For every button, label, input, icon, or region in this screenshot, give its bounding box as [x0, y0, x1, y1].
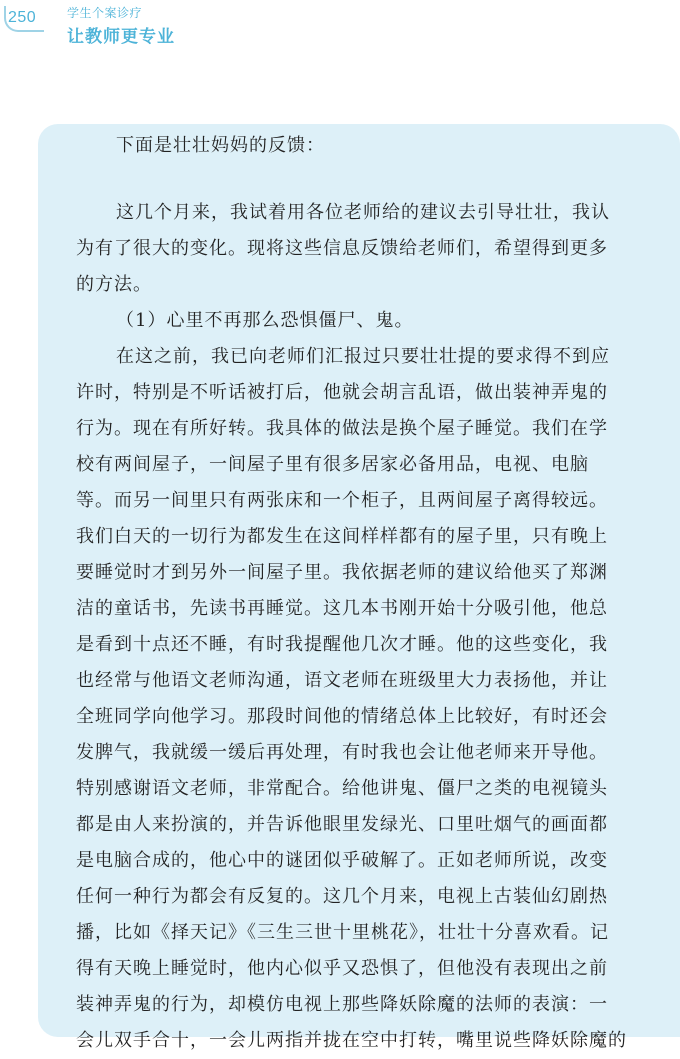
text-line: 是电脑合成的，他心中的谜团似乎破解了。正如老师所说，改变: [76, 850, 608, 871]
text-line: 装神弄鬼的行为，却模仿电视上那些降妖除魔的法师的表演：一: [76, 994, 608, 1015]
text-line: 许时，特别是不听话被打后，他就会胡言乱语，做出装神弄鬼的: [76, 382, 608, 403]
text-line: 任何一种行为都会有反复的。这几个月来，电视上古装仙幻剧热: [76, 886, 608, 907]
text-line: 发脾气，我就缓一缓后再处理，有时我也会让他老师来开导他。: [76, 742, 608, 763]
text-line: 是看到十点还不睡，有时我提醒他几次才睡。他的这些变化，我: [76, 634, 608, 655]
text-line: 等。而另一间里只有两张床和一个柜子，且两间屋子离得较远。: [76, 490, 608, 511]
feedback-text: [76, 128, 648, 1059]
page-header: [0, 0, 680, 60]
text-line: 我们白天的一切行为都发生在这间样样都有的屋子里，只有晚上: [76, 526, 608, 547]
text-line: 洁的童话书，先读书再睡觉。这几本书刚开始十分吸引他，他总: [76, 598, 608, 619]
text-line: 特别感谢语文老师，非常配合。给他讲鬼、僵尸之类的电视镜头: [76, 778, 608, 799]
paragraph-gap: [76, 164, 648, 195]
series-title: 让教师更专业: [67, 27, 175, 47]
text-line: 的方法。: [76, 274, 152, 295]
text-line: 全班同学向他学习。那段时间他的情绪总体上比较好，有时还会: [76, 706, 608, 727]
text-line: 都是由人来扮演的，并告诉他眼里发绿光、口里吐烟气的画面都: [76, 814, 608, 835]
text-line: 也经常与他语文老师沟通，语文老师在班级里大力表扬他，并让: [76, 670, 608, 691]
text-line: 校有两间屋子，一间屋子里有很多居家必备用品，电视、电脑: [76, 454, 589, 475]
text-line: 播，比如《择天记》《三生三世十里桃花》，壮壮十分喜欢看。记: [76, 922, 609, 943]
page-number: 250: [8, 9, 37, 26]
text-line: 会儿双手合十，一会儿两指并拢在空中打转，嘴里说些降妖除魔的: [76, 1030, 627, 1051]
series-subtitle: 学生个案诊疗: [67, 6, 143, 20]
text-line: 要睡觉时才到另外一间屋子里。我依据老师的建议给他买了郑渊: [76, 562, 608, 583]
text-line: （1）心里不再那么恐惧僵尸、鬼。: [116, 310, 414, 331]
text-line: 为有了很大的变化。现将这些信息反馈给老师们，希望得到更多: [76, 238, 608, 259]
text-line: 行为。现在有所好转。我具体的做法是换个屋子睡觉。我们在学: [76, 418, 608, 439]
text-line: 在这之前，我已向老师们汇报过只要壮壮提的要求得不到应: [116, 346, 610, 367]
intro-line: 下面是壮壮妈妈的反馈：: [116, 135, 325, 156]
text-line: 这几个月来，我试着用各位老师给的建议去引导壮壮，我认: [116, 202, 610, 223]
feedback-body: [76, 195, 648, 1059]
text-line: 得有天晚上睡觉时，他内心似乎又恐惧了，但他没有表现出之前: [76, 958, 608, 979]
